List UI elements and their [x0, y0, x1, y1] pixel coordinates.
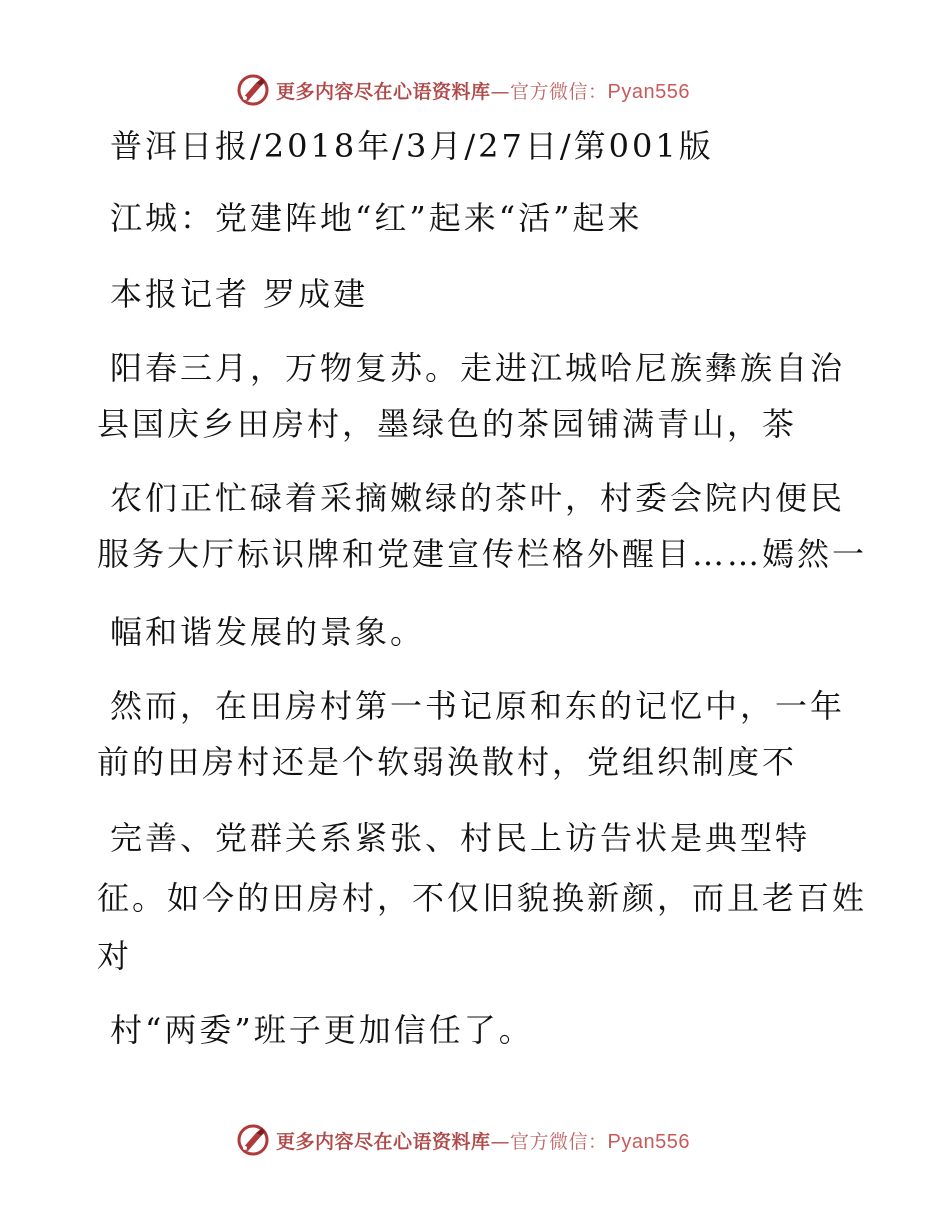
watermark-header	[236, 72, 690, 108]
body-line: 县国庆乡田房村，墨绿色的茶园铺满青山，茶	[97, 405, 798, 443]
body-line: 前的田房村还是个软弱涣散村，党组织制度不	[97, 743, 798, 781]
body-line: 完善、党群关系紧张、村民上访告状是典型特	[110, 819, 811, 857]
dateline: 普洱日报/2018年/3月/27日/第001版	[110, 127, 714, 165]
body-line: 然而，在田房村第一书记原和东的记忆中，一年	[110, 687, 846, 725]
byline: 本报记者 罗成建	[110, 275, 369, 313]
body-line: 征。如今的田房村，不仅旧貌换新颜，而且老百姓	[97, 879, 868, 917]
headline: 江城：党建阵地“红”起来“活”起来	[110, 199, 643, 237]
watermark-footer	[236, 1122, 690, 1158]
watermark-lead: 更多内容尽在心语资料库	[276, 80, 491, 103]
body-line: 幅和谐发展的景象。	[110, 613, 426, 651]
body-line: 阳春三月，万物复苏。走进江城哈尼族彝族自治	[110, 349, 846, 387]
body-line: 服务大厅标识牌和党建宣传栏格外醒目……嫣然一	[97, 535, 868, 573]
watermark-tail: 官方微信：	[510, 1130, 608, 1153]
watermark-wechat-id: Pyan556	[607, 80, 690, 103]
body-line: 农们正忙碌着采摘嫩绿的茶叶，村委会院内便民	[110, 479, 846, 517]
watermark-dash: —	[490, 80, 511, 103]
ink-pen-logo-icon	[236, 1123, 270, 1157]
body-line: 对	[97, 937, 133, 975]
body-line: 村“两委”班子更加信任了。	[110, 1011, 534, 1049]
watermark-wechat-id: Pyan556	[607, 1130, 690, 1153]
watermark-text	[276, 77, 690, 104]
watermark-lead: 更多内容尽在心语资料库	[276, 1130, 491, 1153]
ink-pen-logo-icon	[236, 73, 270, 107]
watermark-tail: 官方微信：	[510, 80, 608, 103]
watermark-dash: —	[490, 1130, 511, 1153]
watermark-text	[276, 1127, 690, 1154]
